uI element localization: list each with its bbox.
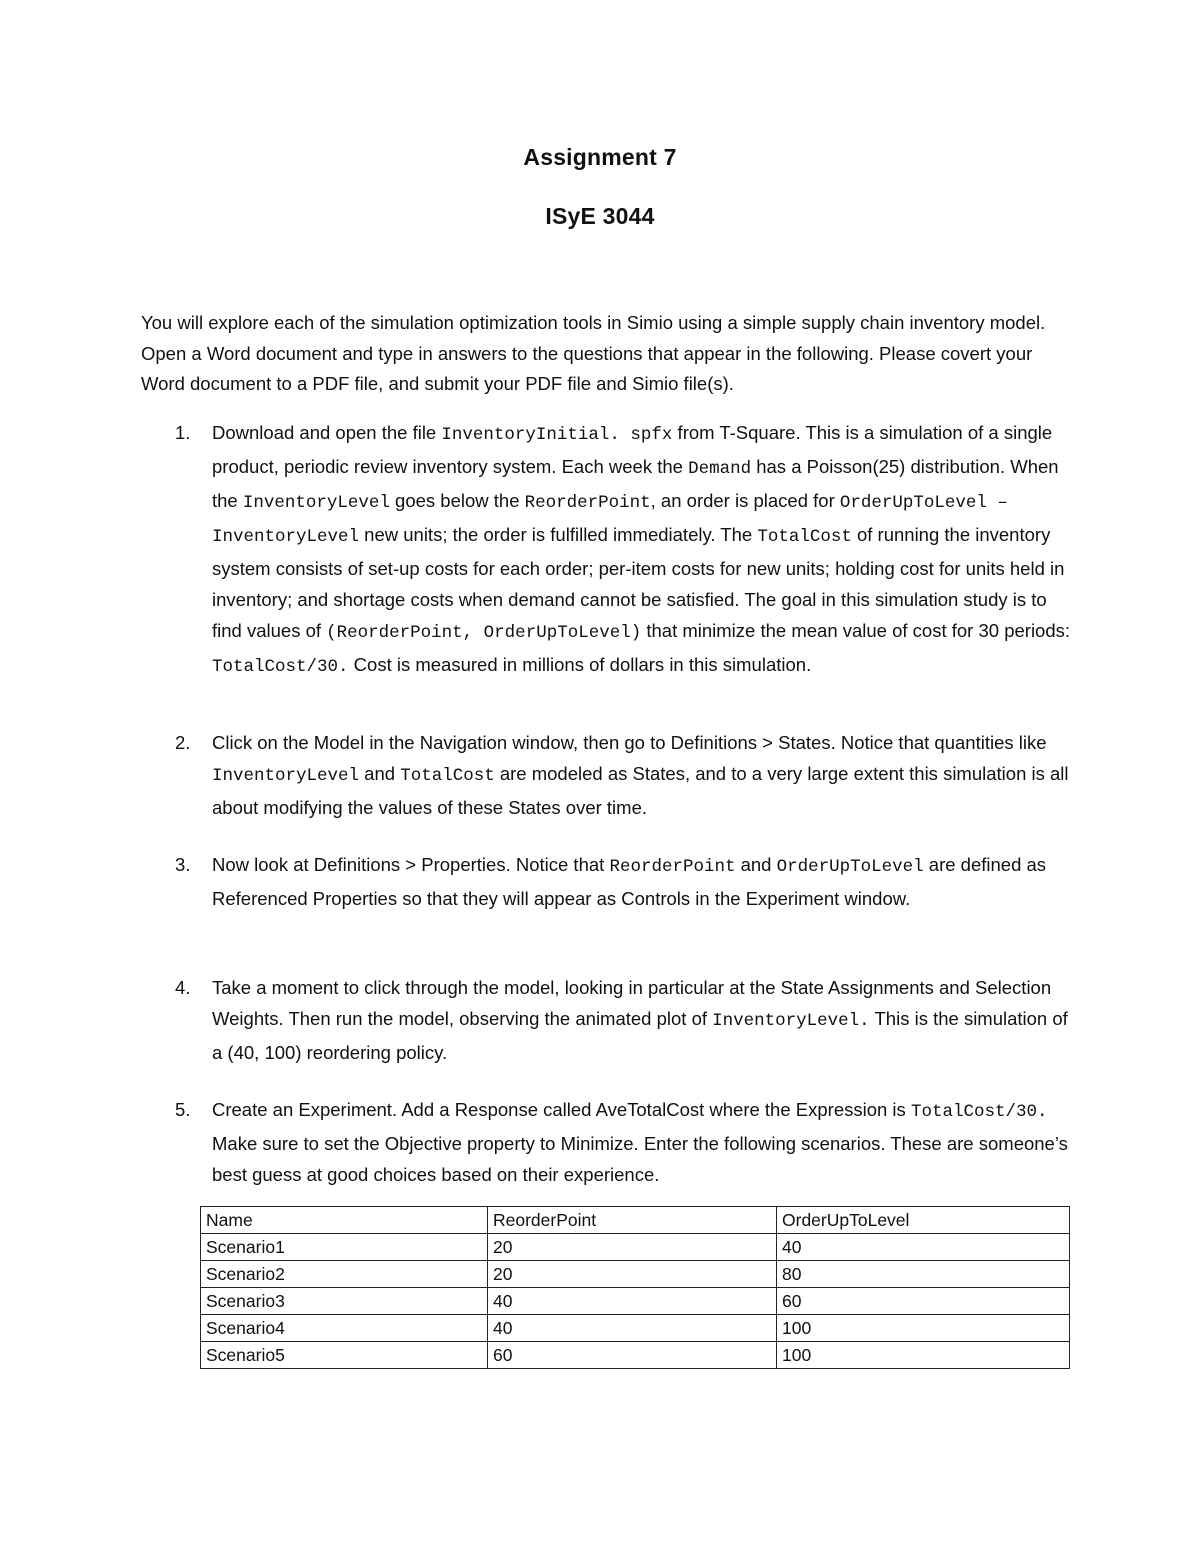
code-file-name: InventoryInitial. spfx bbox=[441, 425, 673, 445]
table-cell: 100 bbox=[777, 1342, 1070, 1369]
table-cell: Scenario2 bbox=[201, 1261, 488, 1288]
list-item bbox=[141, 849, 1071, 914]
text-run: Click on the Model in the Navigation window, then go to Definitions > States. Notice that quantities like bbox=[212, 732, 1047, 753]
text-run: and bbox=[735, 854, 777, 875]
text-run: from T-Square. This is a simulation of a single product, periodic review inventory system. Each week the bbox=[212, 422, 1053, 477]
list-item-text bbox=[212, 972, 1072, 1068]
table-row bbox=[201, 1342, 1070, 1369]
text-run: new units; the order is fulfilled immediately. The bbox=[359, 524, 758, 545]
text-run: are modeled as States, and to a very large extent this simulation is all about modifying the values of these States over time. bbox=[212, 763, 1069, 818]
list-item-number: 3. bbox=[175, 854, 191, 875]
text-run: Cost is measured in millions of dollars in this simulation. bbox=[348, 654, 812, 675]
table-row bbox=[201, 1315, 1070, 1342]
table-cell: 60 bbox=[777, 1288, 1070, 1315]
text-run: are defined as Referenced Properties so that they will appear as Controls in the Experiment window. bbox=[212, 854, 1047, 909]
list-item-text bbox=[212, 417, 1072, 683]
table-header-row bbox=[201, 1207, 1070, 1234]
code-demand: Demand bbox=[688, 459, 752, 479]
table-cell: 40 bbox=[488, 1288, 777, 1315]
code-order-expression: OrderUpToLevel – InventoryLevel bbox=[212, 493, 1008, 547]
list-item-text bbox=[212, 1094, 1072, 1190]
text-run: This is the simulation of a (40, 100) reordering policy. bbox=[212, 1008, 1068, 1063]
code-total-cost: TotalCost bbox=[757, 527, 852, 547]
code-objective: TotalCost/30. bbox=[212, 657, 349, 677]
code-inventory-level: InventoryLevel bbox=[212, 766, 360, 786]
list-item-number: 1. bbox=[175, 422, 191, 443]
table-cell: 80 bbox=[777, 1261, 1070, 1288]
table-cell: Scenario3 bbox=[201, 1288, 488, 1315]
list-item-number: 2. bbox=[175, 732, 191, 753]
text-run: Take a moment to click through the model, looking in particular at the State Assignments and Selection Weights. Then run the model, observing the animated plot of bbox=[212, 977, 1052, 1029]
text-run: goes below the bbox=[389, 490, 525, 511]
text-run: Make sure to set the Objective property to Minimize. Enter the following scenarios. These are someone’s best guess at good choices based on their experience. bbox=[212, 1133, 1068, 1185]
code-inventory-level: InventoryLevel bbox=[242, 493, 390, 513]
list-item bbox=[141, 972, 1071, 1068]
code-reorder-point: ReorderPoint bbox=[524, 493, 651, 513]
table-row bbox=[201, 1261, 1070, 1288]
course-code: ISyE 3044 bbox=[545, 203, 655, 229]
column-header-reorder-point: ReorderPoint bbox=[488, 1207, 777, 1234]
table-cell: 20 bbox=[488, 1234, 777, 1261]
table-cell: Scenario4 bbox=[201, 1315, 488, 1342]
list-item bbox=[141, 1094, 1071, 1190]
list-item-number: 4. bbox=[175, 977, 191, 998]
list-item-text bbox=[212, 727, 1072, 823]
table-cell: 100 bbox=[777, 1315, 1070, 1342]
code-inventory-level: InventoryLevel. bbox=[712, 1011, 870, 1031]
text-run: Create an Experiment. Add a Response called AveTotalCost where the Expression is bbox=[212, 1099, 911, 1120]
code-parameter-pair: (ReorderPoint, OrderUpToLevel) bbox=[326, 623, 642, 643]
text-run: has a Poisson(25) distribution. When the bbox=[212, 456, 1059, 511]
list-item bbox=[141, 417, 1071, 683]
table-cell: 40 bbox=[777, 1234, 1070, 1261]
list-item bbox=[141, 727, 1071, 823]
list-item-number: 5. bbox=[175, 1099, 191, 1120]
scenario-table bbox=[200, 1206, 1070, 1369]
column-header-order-up-to-level: OrderUpToLevel bbox=[777, 1207, 1070, 1234]
code-reorder-point: ReorderPoint bbox=[609, 857, 736, 877]
intro-paragraph: You will explore each of the simulation optimization tools in Simio using a simple supply chain inventory model. Open a Word document and type in answers to the questions that appear in the following. Please covert your Word document to a PDF file, and submit your PDF file and Simio file(s). bbox=[141, 312, 1046, 394]
text-run: of running the inventory system consists of set-up costs for each order; per-item costs for new units; holding cost for units held in inventory; and shortage costs when demand cannot be satisfied. The goal in this simulation study is to find values of bbox=[212, 524, 1065, 641]
text-run: that minimize the mean value of cost for 30 periods: bbox=[641, 620, 1071, 641]
table-cell: 20 bbox=[488, 1261, 777, 1288]
text-run: Download and open the file bbox=[212, 422, 442, 443]
column-header-name: Name bbox=[201, 1207, 488, 1234]
table-row bbox=[201, 1234, 1070, 1261]
table-cell: Scenario1 bbox=[201, 1234, 488, 1261]
table-row bbox=[201, 1288, 1070, 1315]
table-cell: 40 bbox=[488, 1315, 777, 1342]
list-item-text bbox=[212, 849, 1072, 914]
text-run: Now look at Definitions > Properties. Notice that bbox=[212, 854, 610, 875]
code-order-up-to-level: OrderUpToLevel bbox=[776, 857, 924, 877]
table-cell: 60 bbox=[488, 1342, 777, 1369]
code-objective: TotalCost/30. bbox=[910, 1102, 1048, 1122]
text-run: and bbox=[359, 763, 401, 784]
code-total-cost: TotalCost bbox=[400, 766, 495, 786]
text-run: , an order is placed for bbox=[650, 490, 840, 511]
table-cell: Scenario5 bbox=[201, 1342, 488, 1369]
document-title: Assignment 7 bbox=[523, 144, 677, 170]
